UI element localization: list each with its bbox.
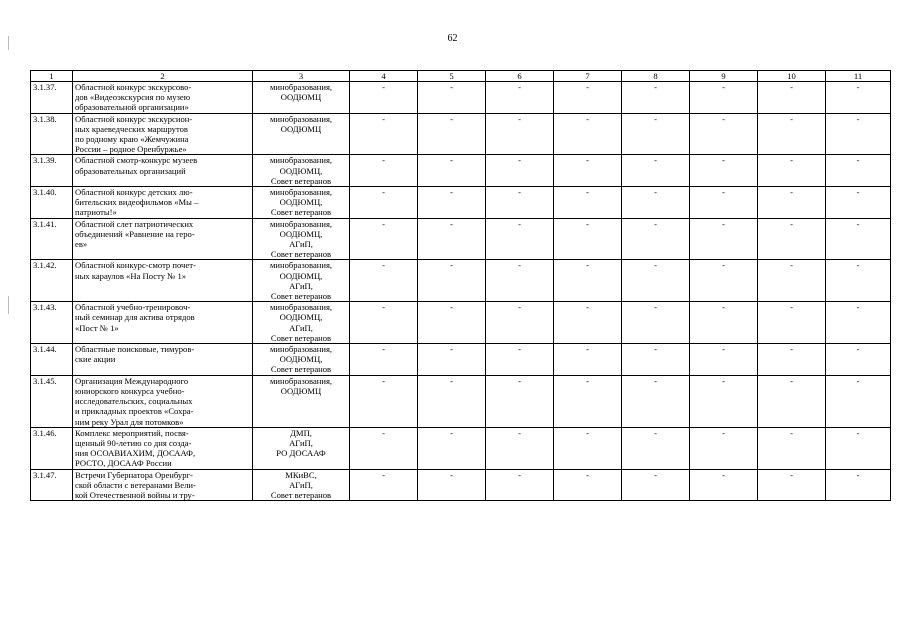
value-cell: - <box>418 302 486 344</box>
value-cell: - <box>690 344 758 376</box>
value-cell: - <box>758 218 826 260</box>
value-cell: - <box>690 469 758 501</box>
value-cell: - <box>622 155 690 187</box>
value-cell: - <box>350 187 418 219</box>
executor: минобразования, ООДЮМЦ, Совет ветеранов <box>253 155 350 187</box>
value-cell: - <box>350 260 418 302</box>
table-row <box>31 155 891 187</box>
event-name: Областной слет патриотических объединений «Равнение на геро- ев» <box>73 218 253 260</box>
value-cell: - <box>622 375 690 427</box>
value-cell: - <box>826 82 891 114</box>
executor: минобразования, ООДЮМЦ, Совет ветеранов <box>253 187 350 219</box>
value-cell: - <box>350 427 418 469</box>
value-cell: - <box>350 344 418 376</box>
row-number: 3.1.45. <box>31 375 73 427</box>
table-row <box>31 218 891 260</box>
row-number: 3.1.38. <box>31 113 73 155</box>
value-cell: - <box>554 469 622 501</box>
executor: минобразования, ООДЮМЦ, АГиП, Совет ветеранов <box>253 260 350 302</box>
value-cell: - <box>350 218 418 260</box>
value-cell: - <box>690 427 758 469</box>
executor: минобразования, ООДЮМЦ <box>253 82 350 114</box>
row-number: 3.1.44. <box>31 344 73 376</box>
value-cell: - <box>418 113 486 155</box>
value-cell: - <box>554 260 622 302</box>
value-cell: - <box>622 187 690 219</box>
row-number: 3.1.46. <box>31 427 73 469</box>
table-row <box>31 375 891 427</box>
value-cell: - <box>690 187 758 219</box>
column-header-11: 11 <box>826 71 891 82</box>
value-cell: - <box>486 82 554 114</box>
column-header-3: 3 <box>253 71 350 82</box>
value-cell: - <box>826 344 891 376</box>
value-cell: - <box>350 375 418 427</box>
table-row <box>31 113 891 155</box>
row-number: 3.1.42. <box>31 260 73 302</box>
value-cell: - <box>690 113 758 155</box>
column-header-7: 7 <box>554 71 622 82</box>
value-cell: - <box>690 155 758 187</box>
value-cell: - <box>758 113 826 155</box>
value-cell: - <box>826 218 891 260</box>
value-cell: - <box>758 375 826 427</box>
value-cell: - <box>554 187 622 219</box>
row-number: 3.1.37. <box>31 82 73 114</box>
value-cell: - <box>758 427 826 469</box>
table-row <box>31 344 891 376</box>
value-cell: - <box>350 82 418 114</box>
value-cell: - <box>758 469 826 501</box>
value-cell: - <box>622 113 690 155</box>
value-cell: - <box>622 344 690 376</box>
page-number: 62 <box>447 33 458 44</box>
row-number: 3.1.40. <box>31 187 73 219</box>
executor: минобразования, ООДЮМЦ, АГиП, Совет ветеранов <box>253 302 350 344</box>
value-cell: - <box>486 155 554 187</box>
table-row <box>31 260 891 302</box>
value-cell: - <box>418 375 486 427</box>
value-cell: - <box>758 187 826 219</box>
value-cell: - <box>486 375 554 427</box>
value-cell: - <box>826 302 891 344</box>
value-cell: - <box>350 302 418 344</box>
value-cell: - <box>418 187 486 219</box>
executor: ДМП, АГиП, РО ДОСААФ <box>253 427 350 469</box>
value-cell: - <box>826 427 891 469</box>
value-cell: - <box>690 302 758 344</box>
value-cell: - <box>486 218 554 260</box>
value-cell: - <box>622 260 690 302</box>
column-header-6: 6 <box>486 71 554 82</box>
row-number: 3.1.41. <box>31 218 73 260</box>
value-cell: - <box>418 82 486 114</box>
executor: минобразования, ООДЮМЦ, АГиП, Совет ветеранов <box>253 218 350 260</box>
executor: минобразования, ООДЮМЦ <box>253 113 350 155</box>
value-cell: - <box>418 260 486 302</box>
value-cell: - <box>486 187 554 219</box>
column-header-1: 1 <box>31 71 73 82</box>
events-table <box>30 70 891 501</box>
event-name: Областной конкурс экскурсово- дов «Видеоэкскурсия по музею образовательной организации» <box>73 82 253 114</box>
event-name: Областной смотр-конкурс музеев образовательных организаций <box>73 155 253 187</box>
value-cell: - <box>758 155 826 187</box>
event-name: Областной конкурс-смотр почет- ных караулов «На Посту № 1» <box>73 260 253 302</box>
table-row <box>31 427 891 469</box>
value-cell: - <box>554 302 622 344</box>
row-number: 3.1.47. <box>31 469 73 501</box>
value-cell: - <box>350 155 418 187</box>
value-cell: - <box>350 113 418 155</box>
executor: минобразования, ООДЮМЦ <box>253 375 350 427</box>
value-cell: - <box>758 344 826 376</box>
value-cell: - <box>418 218 486 260</box>
column-header-9: 9 <box>690 71 758 82</box>
value-cell: - <box>826 260 891 302</box>
value-cell: - <box>554 375 622 427</box>
value-cell: - <box>758 82 826 114</box>
value-cell: - <box>418 155 486 187</box>
value-cell: - <box>554 82 622 114</box>
value-cell: - <box>826 469 891 501</box>
value-cell: - <box>486 260 554 302</box>
value-cell: - <box>826 375 891 427</box>
value-cell: - <box>758 302 826 344</box>
executor: МКиВС, АГиП, Совет ветеранов <box>253 469 350 501</box>
value-cell: - <box>622 427 690 469</box>
column-header-10: 10 <box>758 71 826 82</box>
value-cell: - <box>826 187 891 219</box>
table-row <box>31 302 891 344</box>
value-cell: - <box>486 113 554 155</box>
table-row <box>31 187 891 219</box>
event-name: Областные поисковые, тимуров- ские акции <box>73 344 253 376</box>
value-cell: - <box>486 302 554 344</box>
row-number: 3.1.39. <box>31 155 73 187</box>
executor: минобразования, ООДЮМЦ, Совет ветеранов <box>253 344 350 376</box>
value-cell: - <box>690 218 758 260</box>
value-cell: - <box>826 155 891 187</box>
value-cell: - <box>690 82 758 114</box>
event-name: Комплекс мероприятий, посвя- щенный 90-летию со дня созда- ния ОСОАВИАХИМ, ДОСААФ, РОСТО, ДОСААФ России <box>73 427 253 469</box>
value-cell: - <box>690 375 758 427</box>
value-cell: - <box>826 113 891 155</box>
value-cell: - <box>418 344 486 376</box>
value-cell: - <box>554 218 622 260</box>
event-name: Встречи Губернатора Оренбург- ской области с ветеранами Вели- кой Отечественной войны и тру- <box>73 469 253 501</box>
row-number: 3.1.43. <box>31 302 73 344</box>
event-name: Организация Международного юниорского конкурса учебно- исследовательских, социальных и прикладных проектов «Сохра- ним реку Урал для потомков» <box>73 375 253 427</box>
event-name: Областной учебно-тренировоч- ный семинар для актива отрядов «Пост № 1» <box>73 302 253 344</box>
value-cell: - <box>554 155 622 187</box>
value-cell: - <box>690 260 758 302</box>
column-header-8: 8 <box>622 71 690 82</box>
table-header-row <box>31 71 891 82</box>
value-cell: - <box>486 427 554 469</box>
value-cell: - <box>554 113 622 155</box>
value-cell: - <box>622 469 690 501</box>
value-cell: - <box>758 260 826 302</box>
column-header-5: 5 <box>418 71 486 82</box>
table-row <box>31 82 891 114</box>
event-name: Областной конкурс детских лю- бительских видеофильмов «Мы – патриоты!» <box>73 187 253 219</box>
column-header-2: 2 <box>73 71 253 82</box>
value-cell: - <box>622 218 690 260</box>
value-cell: - <box>622 302 690 344</box>
value-cell: - <box>418 427 486 469</box>
value-cell: - <box>486 469 554 501</box>
value-cell: - <box>622 82 690 114</box>
value-cell: - <box>554 344 622 376</box>
value-cell: - <box>486 344 554 376</box>
column-header-4: 4 <box>350 71 418 82</box>
table-row <box>31 469 891 501</box>
value-cell: - <box>350 469 418 501</box>
margin-mark-bottom <box>8 296 9 314</box>
value-cell: - <box>554 427 622 469</box>
event-name: Областной конкурс экскурсион- ных краеведческих маршрутов по родному краю «Жемчужина России – родное Оренбуржье» <box>73 113 253 155</box>
value-cell: - <box>418 469 486 501</box>
